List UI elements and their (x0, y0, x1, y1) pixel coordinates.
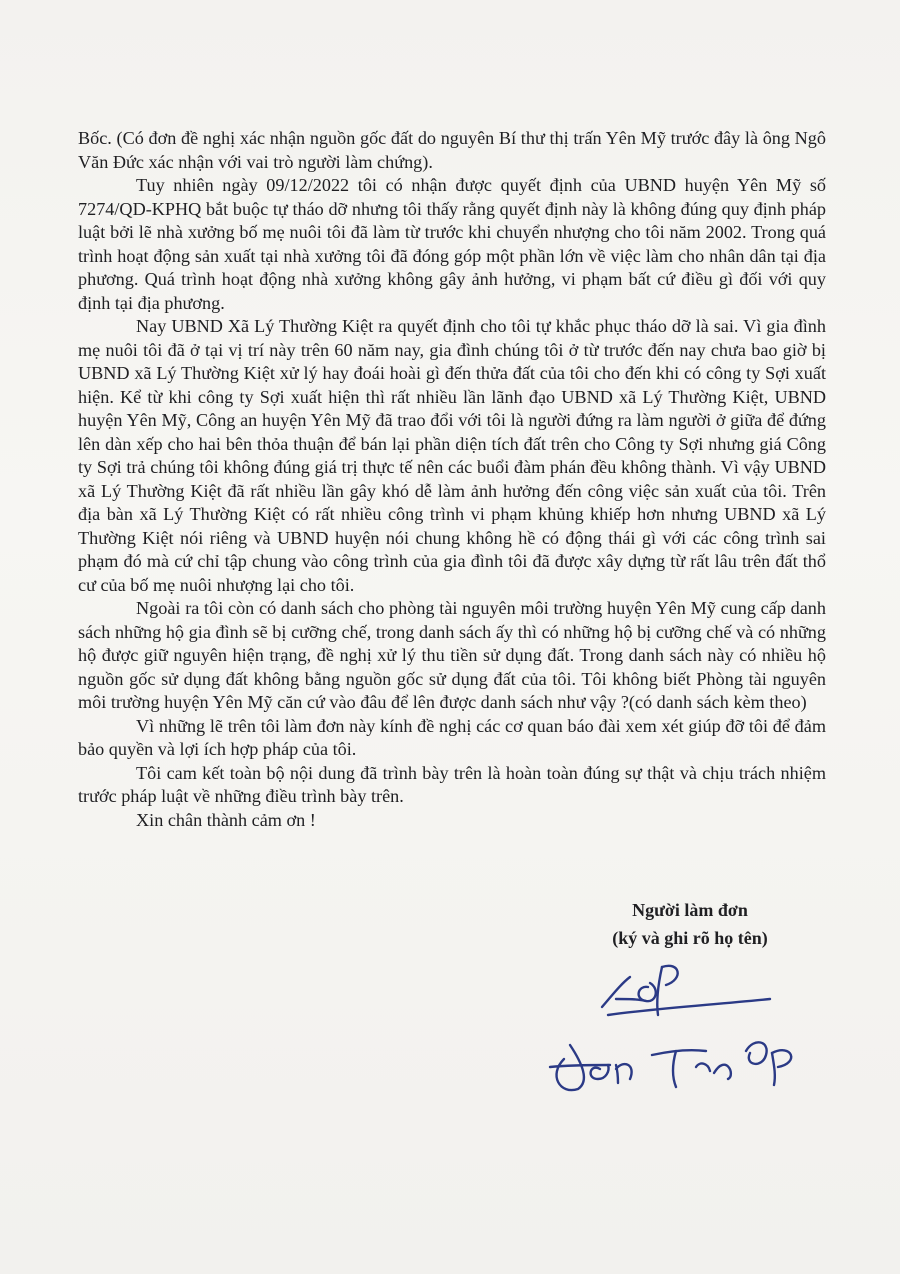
paragraph-thanks: Xin chân thành cảm ơn ! (136, 809, 316, 830)
paragraph-list: Ngoài ra tôi còn có danh sách cho phòng tài nguyên môi trường huyện Yên Mỹ cung cấp danh sách những hộ gia đình sẽ bị cưỡng chế, trong danh sách ấy thì có những hộ bị cưỡng chế và có những hộ được giữ nguyên hiện trạng, đề nghị xử lý thu tiền sử dụng đất. Trong danh sách này có nhiều hộ nguồn gốc sử dụng đất không bằng nguồn gốc sử dụng đất của tôi. Tôi không biết Phòng tài nguyên môi trường huyện Yên Mỹ căn cứ vào đâu để lên được danh sách như vậy ?(có danh sách kèm theo) (78, 598, 826, 712)
paragraph-continuation: Bốc. (Có đơn đề nghị xác nhận nguồn gốc đất do nguyên Bí thư thị trấn Yên Mỹ trước đây là ông Ngô Văn Đức xác nhận với vai trò người làm chứng). (78, 128, 826, 172)
paragraph-commitment: Tôi cam kết toàn bộ nội dung đã trình bày trên là hoàn toàn đúng sự thật và chịu trách nhiệm trước pháp luật về những điều trình bày trên. (78, 762, 826, 806)
paragraph-decision: Tuy nhiên ngày 09/12/2022 tôi có nhận được quyết định của UBND huyện Yên Mỹ số 7274/QD-KPHQ bắt buộc tự tháo dỡ nhưng tôi thấy rằng quyết định này là không đúng quy định pháp luật bởi lẽ nhà xưởng bố mẹ nuôi tôi đã làm từ trước khi chuyển nhượng cho tôi năm 2002. Trong quá trình hoạt động sản xuất tại nhà xưởng tôi đã đóng góp một phần lớn về việc làm cho nhân dân tại địa phương. Quá trình hoạt động nhà xưởng không gây ảnh hưởng, vi phạm bất cứ điều gì đối với quy định tại địa phương. (78, 175, 826, 313)
paragraph-request: Vì những lẽ trên tôi làm đơn này kính đề nghị các cơ quan báo đài xem xét giúp đỡ tôi để đảm bảo quyền và lợi ích hợp pháp của tôi. (78, 715, 826, 759)
letter-body (78, 127, 826, 832)
signer-title: Người làm đơn (632, 900, 748, 920)
paragraph-complaint: Nay UBND Xã Lý Thường Kiệt ra quyết định cho tôi tự khắc phục tháo dỡ là sai. Vì gia đình mẹ nuôi tôi đã ở tại vị trí này trên 60 năm nay, gia đình chúng tôi ở từ trước đến nay chưa bao giờ bị UBND xã Lý Thường Kiệt xử lý hay đoái hoài gì đến thửa đất của tôi cho đến khi có công ty Sợi xuất hiện. Kể từ khi công ty Sợi xuất hiện thì rất nhiều lần lãnh đạo UBND xã Lý Thường Kiệt, UBND huyện Yên Mỹ, Công an huyện Yên Mỹ đã trao đổi với tôi là người đứng ra làm người ở giữa để đứng lên dàn xếp cho hai bên thỏa thuận để bán lại phần diện tích đất trên cho Công ty Sợi nhưng giá Công ty Sợi trả chúng tôi không đúng giá trị thực tế nên các buổi đàm phán đều không thành. Vì vậy UBND xã Lý Thường Kiệt đã rất nhiều lần gây khó dễ làm ảnh hưởng đến công việc sản xuất của tôi. Trên địa bàn xã Lý Thường Kiệt có rất nhiều công trình vi phạm khủng khiếp hơn nhưng UBND xã Lý Thường Kiệt nói riêng và UBND huyện nói chung không hề có động thái gì với các công trình sai phạm đó mà cứ chỉ tập chung vào công trình của gia đình tôi đã được xây dựng từ rất lâu trên đất thổ cư của bố mẹ nuôi nhượng lại cho tôi. (78, 316, 826, 595)
handwritten-signature (530, 955, 830, 1105)
signer-note: (ký và ghi rõ họ tên) (612, 928, 768, 948)
signature-block (560, 896, 820, 952)
